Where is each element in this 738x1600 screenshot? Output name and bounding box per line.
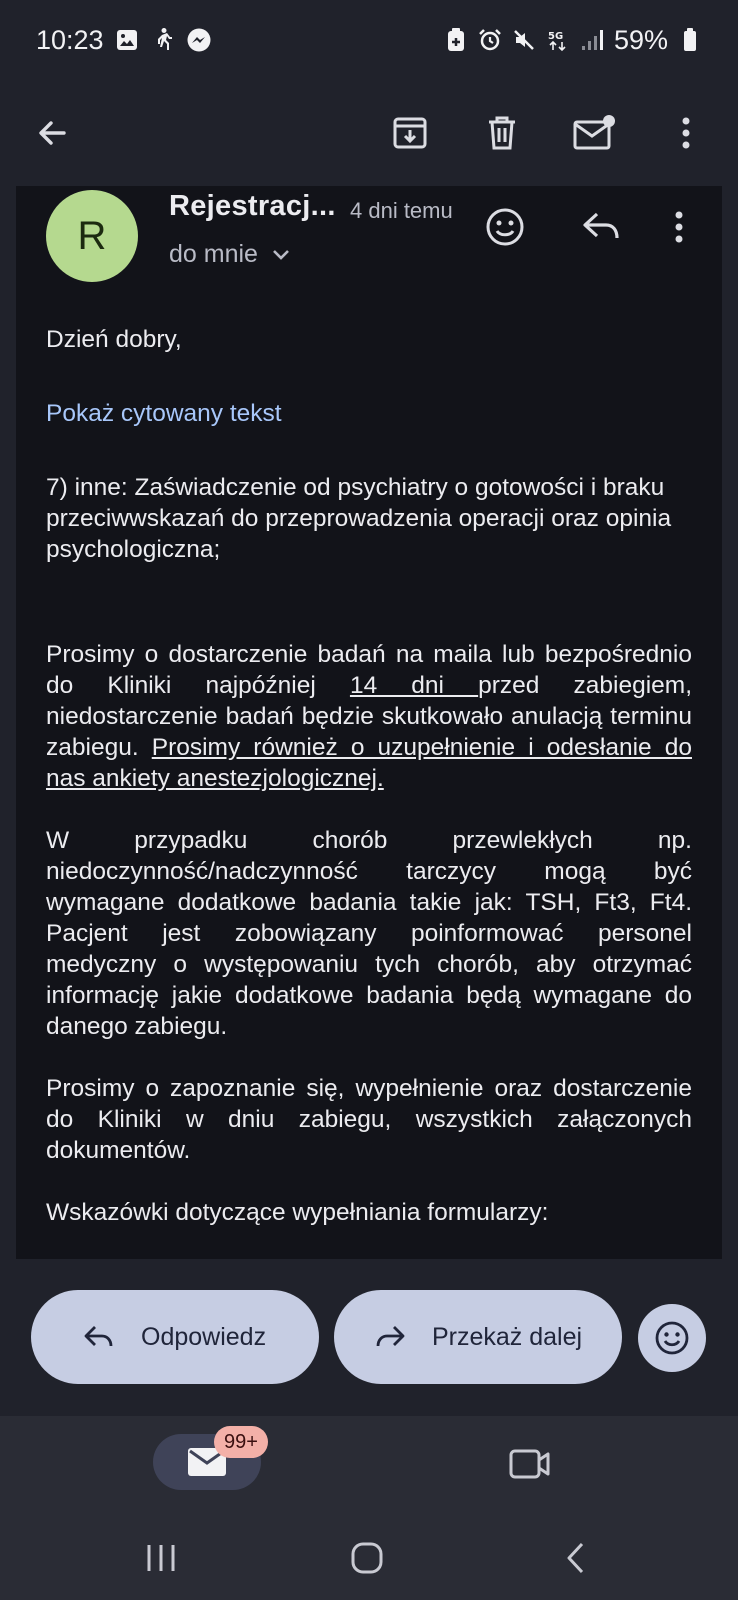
paragraph-deadline-a: Prosimy o dostarczenie badań na maila lub bezpośrednio do Kliniki najpóźniej bbox=[46, 641, 692, 699]
deadline-days: 14 dni bbox=[349, 672, 479, 699]
signal-icon bbox=[580, 28, 604, 52]
item-7: 7) inne: Zaświadczenie od psychiatry o gotowości i braku przeciwwskazań do przeprowadzenia operacji oraz opinia psychologiczna; bbox=[46, 474, 672, 563]
bottom-navigation bbox=[0, 1416, 738, 1516]
add-reaction-icon[interactable] bbox=[480, 202, 530, 252]
greeting: Dzień dobry, bbox=[46, 326, 182, 353]
battery-saver-icon bbox=[444, 28, 468, 52]
sender-header bbox=[16, 186, 722, 296]
email-timestamp: 4 dni temu bbox=[350, 198, 453, 223]
recipient-toggle[interactable] bbox=[169, 240, 290, 269]
reply-icon[interactable] bbox=[576, 202, 626, 252]
status-time: 10:23 bbox=[36, 24, 104, 55]
reply-label: Odpowiedz bbox=[141, 1322, 267, 1351]
status-bar bbox=[0, 0, 738, 80]
show-quoted-text-link[interactable]: Pokaż cytowany tekst bbox=[46, 400, 282, 427]
paragraph-chronic-diseases: W przypadku chorób przewlekłych np. niedoczynność/nadczynność tarczycy mogą być wymagane dodatkowe badania takie jak: TSH, Ft3, Ft4. Pacjent jest zobowiązany poinformować personel medyczny o występowaniu tych chorób, aby otrzymać informację jakie dodatkowe badania będą wymagane do danego zabiegu. bbox=[46, 827, 692, 1040]
delete-icon[interactable] bbox=[474, 105, 530, 161]
message-actions bbox=[0, 1290, 738, 1386]
forward-label: Przekaż dalej bbox=[432, 1322, 583, 1351]
nav-meet-tab[interactable] bbox=[506, 1440, 554, 1488]
forward-icon bbox=[370, 1324, 410, 1350]
unread-badge: 99+ bbox=[214, 1426, 268, 1458]
message-more-icon[interactable] bbox=[654, 202, 704, 252]
forward-button[interactable] bbox=[334, 1290, 622, 1384]
video-camera-icon bbox=[509, 1448, 551, 1480]
home-icon[interactable] bbox=[343, 1536, 391, 1580]
reply-button[interactable] bbox=[31, 1290, 319, 1384]
walking-icon bbox=[150, 27, 176, 53]
paragraph-documents: Prosimy o zapoznanie się, wypełnienie oraz dostarczenie do Kliniki w dniu zabiegu, wszystkich załączonych dokumentów. bbox=[46, 1075, 692, 1164]
alarm-icon bbox=[478, 28, 502, 52]
system-navigation-bar bbox=[0, 1516, 738, 1600]
system-back-icon[interactable] bbox=[552, 1536, 600, 1580]
arrow-back-icon[interactable] bbox=[24, 105, 80, 161]
anesthesia-survey-request: Prosimy również o uzupełnienie i odesłanie do nas ankiety anestezjologicznej. bbox=[46, 734, 692, 792]
add-reaction-button[interactable] bbox=[638, 1304, 706, 1372]
recipient-label: do mnie bbox=[169, 240, 258, 268]
emoji-icon bbox=[654, 1320, 690, 1356]
gallery-icon bbox=[114, 27, 140, 53]
recent-apps-icon[interactable] bbox=[137, 1536, 185, 1580]
sender-name[interactable]: Rejestracj... bbox=[169, 190, 336, 222]
paragraph-instructions-partial: Wskazówki dotyczące wypełniania formularzy: bbox=[46, 1199, 549, 1226]
messenger-icon bbox=[186, 27, 212, 53]
paragraph-deadline bbox=[46, 639, 692, 794]
paragraph-deadline-c: przed zabiegiem, niedostarczenie badań będzie skutkowało anulacją terminu zabiegu. bbox=[46, 672, 693, 761]
reply-icon bbox=[79, 1324, 119, 1350]
avatar[interactable]: R bbox=[46, 190, 138, 282]
battery-icon bbox=[678, 28, 702, 52]
mute-icon bbox=[512, 28, 536, 52]
archive-icon[interactable] bbox=[382, 105, 438, 161]
battery-percent: 59% bbox=[613, 24, 668, 55]
email-body bbox=[46, 324, 692, 1228]
mark-unread-icon[interactable] bbox=[566, 105, 622, 161]
email-message bbox=[16, 186, 722, 1259]
5g-icon bbox=[546, 28, 570, 52]
chevron-down-icon bbox=[272, 249, 290, 261]
more-vert-icon[interactable] bbox=[658, 105, 714, 161]
top-app-bar bbox=[0, 80, 738, 186]
svg-text:5G: 5G bbox=[547, 31, 564, 42]
